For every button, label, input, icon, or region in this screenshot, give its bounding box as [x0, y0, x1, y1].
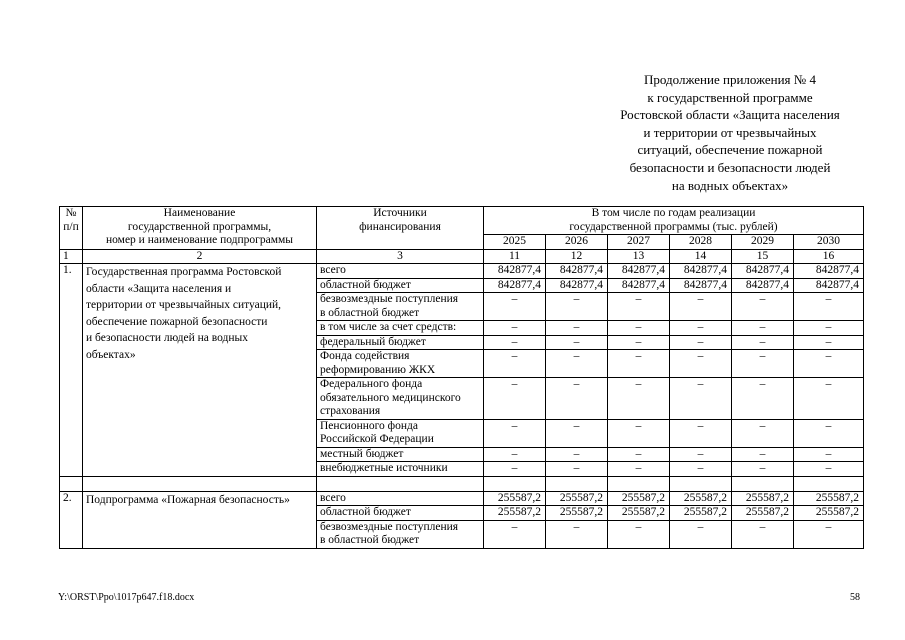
text-line: Источники: [373, 207, 427, 219]
column-number: 1: [60, 249, 83, 264]
text-line: ситуаций, обеспечение пожарной: [637, 142, 823, 158]
text-line: обязательного медицинского: [320, 391, 461, 404]
spacer-cell: [608, 476, 670, 491]
year-value: –: [608, 350, 670, 378]
year-value: –: [732, 462, 794, 477]
year-value: –: [484, 335, 546, 350]
year-value: –: [608, 378, 670, 420]
financing-source: [317, 293, 484, 321]
text-line: к государственной программе: [647, 89, 813, 105]
page-number: 58: [850, 592, 860, 603]
financing-source: [317, 419, 484, 447]
year-value: 842877,4: [608, 278, 670, 293]
year-value: 842877,4: [794, 264, 864, 279]
year-value: –: [608, 419, 670, 447]
text-line: Подпрограмма «Пожарная безопасность»: [86, 493, 290, 506]
financing-source: [317, 447, 484, 462]
year-value: –: [670, 520, 732, 548]
program-name: [83, 491, 317, 548]
header-year: 2027: [608, 235, 670, 250]
year-value: 842877,4: [670, 264, 732, 279]
text-line: страхования: [320, 405, 381, 417]
spacer-cell: [60, 476, 83, 491]
year-value: –: [732, 378, 794, 420]
year-value: –: [484, 447, 546, 462]
spacer-cell: [83, 476, 317, 491]
header-year: 2026: [546, 235, 608, 250]
year-value: –: [546, 350, 608, 378]
column-number: 11: [484, 249, 546, 264]
year-value: –: [546, 520, 608, 548]
column-number: 2: [83, 249, 317, 264]
financing-source: [317, 462, 484, 477]
year-value: –: [794, 447, 864, 462]
text-line: обеспечение пожарной безопасности: [86, 315, 268, 328]
year-value: –: [484, 293, 546, 321]
column-number: 13: [608, 249, 670, 264]
year-value: 255587,2: [794, 491, 864, 506]
text-line: объектах»: [86, 348, 136, 361]
header-year: 2030: [794, 235, 864, 250]
year-value: –: [484, 350, 546, 378]
year-value: 842877,4: [484, 278, 546, 293]
text-line: области «Защита населения и: [86, 282, 232, 295]
column-number: 14: [670, 249, 732, 264]
year-value: 255587,2: [608, 491, 670, 506]
year-value: –: [794, 293, 864, 321]
header-row: [60, 207, 864, 235]
year-value: –: [794, 350, 864, 378]
year-value: 255587,2: [484, 491, 546, 506]
year-value: –: [484, 462, 546, 477]
text-line: безвозмездные поступления: [320, 520, 459, 533]
year-value: 255587,2: [608, 506, 670, 521]
column-numbers-row: [60, 249, 864, 264]
financing-source: [317, 506, 484, 521]
year-value: –: [484, 321, 546, 336]
header-num: [60, 207, 83, 250]
text-line: Наименование: [163, 207, 236, 219]
text-line: Продолжение приложения № 4: [644, 72, 816, 87]
program-name: [83, 264, 317, 477]
text-line: безопасности и безопасности людей: [629, 159, 831, 175]
year-value: 255587,2: [546, 491, 608, 506]
text-line: внебюджетные источники: [320, 462, 448, 474]
column-number: 12: [546, 249, 608, 264]
year-value: –: [732, 447, 794, 462]
year-value: –: [670, 321, 732, 336]
year-value: –: [546, 293, 608, 321]
row-number: 2.: [60, 491, 83, 548]
financing-table: [59, 206, 864, 549]
header-year: 2028: [670, 235, 732, 250]
year-value: –: [608, 520, 670, 548]
year-value: –: [670, 293, 732, 321]
text-line: п/п: [63, 220, 79, 233]
year-value: 255587,2: [670, 506, 732, 521]
text-line: в том числе за счет средств:: [320, 321, 457, 333]
column-number: 3: [317, 249, 484, 264]
text-line: территории от чрезвычайных ситуаций,: [86, 299, 282, 311]
spacer-cell: [484, 476, 546, 491]
year-value: –: [794, 335, 864, 350]
year-value: –: [732, 293, 794, 321]
text-line: и территории от чрезвычайных: [643, 124, 817, 140]
text-line: Фонда содействия: [320, 350, 410, 362]
year-value: 255587,2: [484, 506, 546, 521]
spacer-cell: [670, 476, 732, 491]
year-value: –: [608, 335, 670, 350]
text-line: на водных объектах»: [671, 177, 789, 193]
financing-source: [317, 321, 484, 336]
text-line: всего: [320, 264, 346, 276]
text-line: областной бюджет: [320, 278, 411, 291]
appendix-heading: [560, 71, 900, 194]
financing-source: [317, 278, 484, 293]
spacer-cell: [732, 476, 794, 491]
year-value: 842877,4: [670, 278, 732, 293]
year-value: –: [484, 520, 546, 548]
text-line: всего: [320, 491, 346, 504]
year-value: 842877,4: [732, 264, 794, 279]
year-value: –: [732, 350, 794, 378]
text-line: в областной бюджет: [320, 306, 420, 319]
year-value: 255587,2: [732, 491, 794, 506]
header-name: [83, 207, 317, 250]
year-value: –: [546, 335, 608, 350]
financing-source: [317, 491, 484, 506]
year-value: 842877,4: [546, 278, 608, 293]
year-value: –: [732, 335, 794, 350]
file-path: Y:\ORST\Ppo\1017p647.f18.docx: [58, 592, 195, 603]
year-value: 255587,2: [670, 491, 732, 506]
year-value: –: [546, 462, 608, 477]
text-line: Пенсионного фонда: [320, 419, 418, 432]
year-value: –: [608, 447, 670, 462]
year-value: 842877,4: [608, 264, 670, 279]
year-value: –: [794, 419, 864, 447]
year-value: –: [794, 378, 864, 420]
year-value: –: [546, 419, 608, 447]
text-line: номер и наименование подпрограммы: [105, 234, 294, 246]
year-value: –: [546, 447, 608, 462]
header-year: 2025: [484, 235, 546, 250]
financing-source: [317, 335, 484, 350]
text-line: №: [65, 207, 77, 219]
spacer-row: [60, 476, 864, 491]
text-line: В том числе по годам реализации: [591, 207, 756, 219]
table-row: [60, 491, 864, 506]
year-value: –: [732, 419, 794, 447]
year-value: 842877,4: [732, 278, 794, 293]
year-value: 842877,4: [546, 264, 608, 279]
year-value: –: [670, 462, 732, 477]
table-row: [60, 264, 864, 279]
year-value: –: [484, 419, 546, 447]
year-value: 842877,4: [794, 278, 864, 293]
year-value: –: [546, 321, 608, 336]
text-line: государственной программы (тыс. рублей): [569, 220, 778, 233]
year-value: 255587,2: [794, 506, 864, 521]
text-line: областной бюджет: [320, 506, 411, 518]
text-line: федеральный бюджет: [320, 335, 426, 348]
row-number: 1.: [60, 264, 83, 477]
year-value: –: [670, 419, 732, 447]
year-value: –: [670, 447, 732, 462]
text-line: местный бюджет: [320, 447, 404, 460]
financing-source: [317, 520, 484, 548]
year-value: 842877,4: [484, 264, 546, 279]
year-value: –: [794, 520, 864, 548]
text-line: финансирования: [359, 220, 441, 233]
year-value: –: [794, 462, 864, 477]
text-line: Российской Федерации: [320, 433, 434, 445]
year-value: 255587,2: [732, 506, 794, 521]
year-value: –: [608, 321, 670, 336]
spacer-cell: [317, 476, 484, 491]
header-source: [317, 207, 484, 250]
column-number: 16: [794, 249, 864, 264]
text-line: безвозмездные поступления: [320, 293, 459, 305]
year-value: –: [670, 335, 732, 350]
year-value: –: [670, 378, 732, 420]
year-value: –: [732, 321, 794, 336]
financing-source: [317, 378, 484, 420]
year-value: –: [546, 378, 608, 420]
header-years-title: [484, 207, 864, 235]
text-line: Федерального фонда: [320, 378, 423, 390]
year-value: –: [608, 293, 670, 321]
year-value: –: [670, 350, 732, 378]
spacer-cell: [546, 476, 608, 491]
column-number: 15: [732, 249, 794, 264]
financing-source: [317, 264, 484, 279]
text-line: Государственная программа Ростовской: [86, 266, 282, 278]
financing-source: [317, 350, 484, 378]
year-value: –: [732, 520, 794, 548]
year-value: 255587,2: [546, 506, 608, 521]
year-value: –: [484, 378, 546, 420]
text-line: и безопасности людей на водных: [86, 332, 249, 344]
text-line: в областной бюджет: [320, 534, 420, 546]
text-line: реформированию ЖКХ: [320, 363, 436, 376]
text-line: Ростовской области «Защита населения: [620, 107, 840, 123]
year-value: –: [608, 462, 670, 477]
header-year: 2029: [732, 235, 794, 250]
spacer-cell: [794, 476, 864, 491]
text-line: государственной программы,: [127, 220, 272, 233]
year-value: –: [794, 321, 864, 336]
